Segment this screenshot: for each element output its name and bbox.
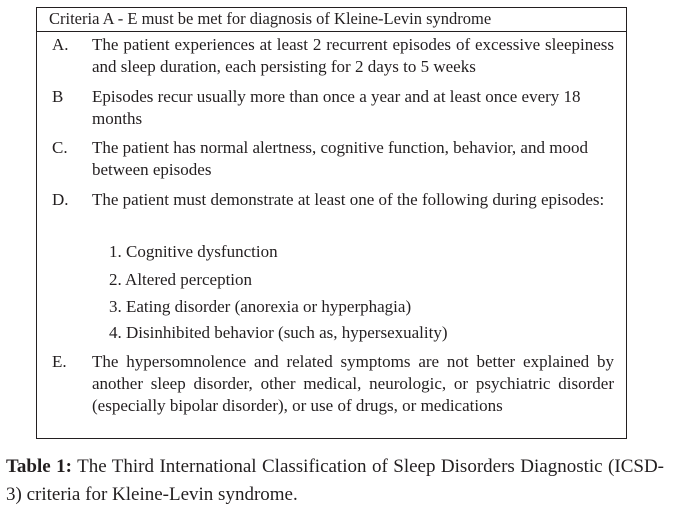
criteria-letter: C. [52, 138, 68, 157]
criteria-letter: B [52, 87, 64, 106]
criteria-letter: E. [52, 352, 67, 371]
sub-item-disinhibited: 4. Disinhibited behavior (such as, hypersexuality) [109, 323, 448, 342]
table-caption [6, 453, 664, 509]
criteria-letter: A. [52, 35, 69, 54]
criteria-text: The patient has normal alertness, cognitive function, behavior, and mood between episodes [92, 138, 588, 179]
sub-item-cognitive: 1. Cognitive dysfunction [109, 242, 278, 261]
caption-label: Table 1: [6, 456, 73, 477]
caption-text: The Third International Classification of Sleep Disorders Diagnostic (ICSD-3) criteria for Kleine-Levin syndrome. [6, 456, 664, 505]
criteria-table [36, 7, 627, 439]
criteria-text: The hypersomnolence and related symptoms are not better explained by another sleep disorder, other medical, neurologic, or psychiatric disorder (especially bipolar disorder), or use of drugs, or medications [92, 352, 614, 415]
sub-item-perception: 2. Altered perception [109, 270, 253, 289]
sub-item-eating: 3. Eating disorder (anorexia or hyperphagia) [109, 297, 412, 316]
table-header: Criteria A - E must be met for diagnosis of Kleine-Levin syndrome [37, 8, 626, 32]
criteria-text: The patient experiences at least 2 recurrent episodes of excessive sleepiness and sleep duration, each persisting for 2 days to 5 weeks [92, 35, 614, 76]
criteria-text: Episodes recur usually more than once a year and at least once every 18 months [92, 87, 581, 128]
criteria-letter: D. [52, 190, 69, 209]
criteria-text: The patient must demonstrate at least one of the following during episodes: [92, 190, 605, 209]
